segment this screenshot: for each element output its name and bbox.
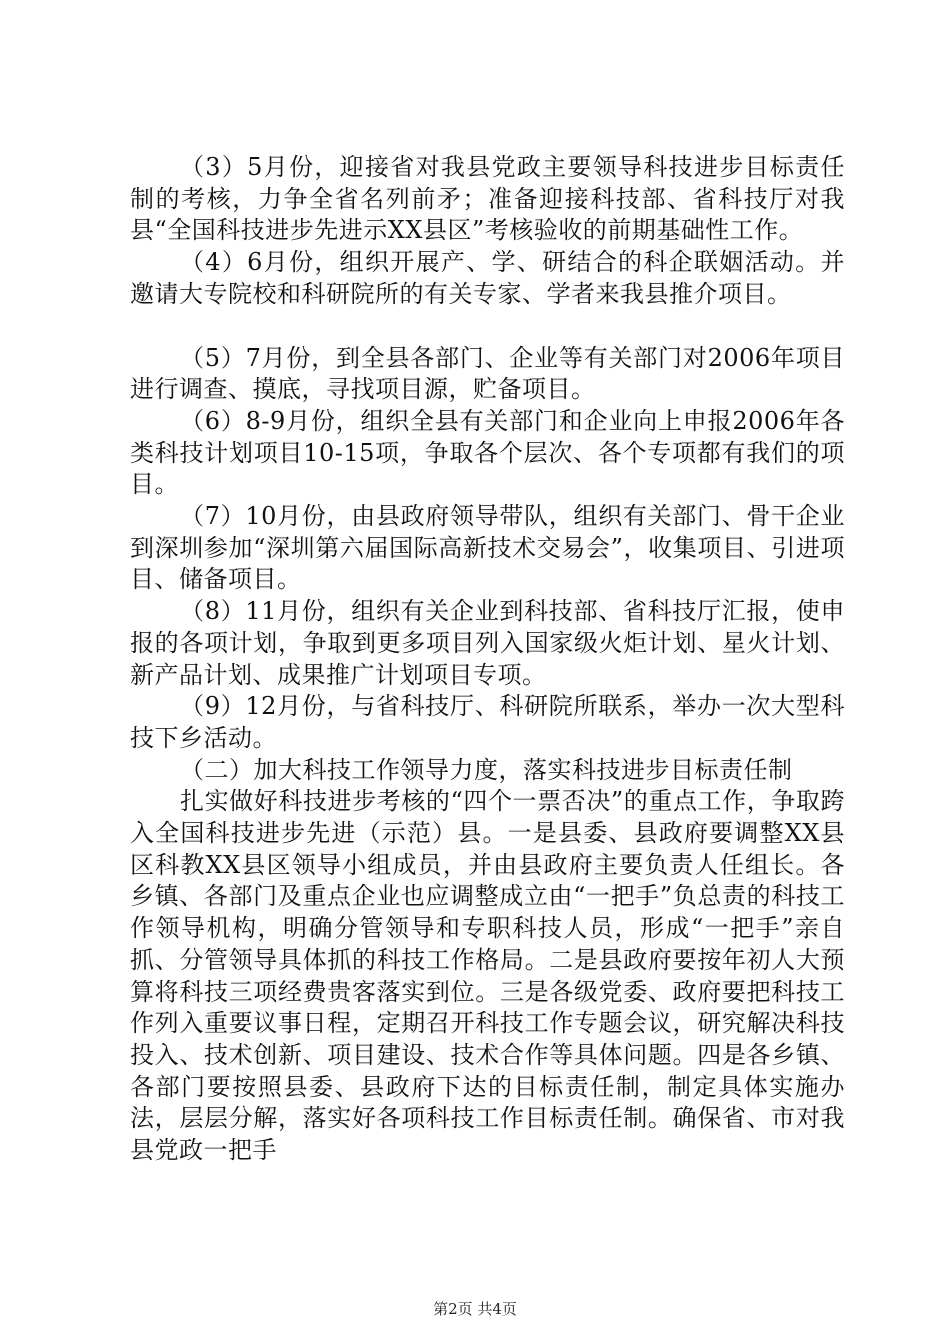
page-number-footer: 第2页 共4页 bbox=[433, 1300, 517, 1318]
paragraph-item-9: （9）12月份，与省科技厅、科研院所联系，举办一次大型科技下乡活动。 bbox=[130, 692, 845, 752]
paragraph-item-8: （8）11月份，组织有关企业到科技部、省科技厅汇报，使申报的各项计划，争取到更多项目列入国家级火炬计划、星火计划、新产品计划、成果推广计划项目专项。 bbox=[130, 597, 845, 689]
paragraph-item-7: （7）10月份，由县政府领导带队，组织有关部门、骨干企业到深圳参加“深圳第六届国际高新技术交易会”，收集项目、引进项目、储备项目。 bbox=[130, 502, 845, 594]
section-heading: （二）加大科技工作领导力度，落实科技进步目标责任制 bbox=[180, 755, 793, 784]
paragraph-item-5: （5）7月份，到全县各部门、企业等有关部门对2006年项目进行调查、摸底，寻找项目源，贮备项目。 bbox=[130, 343, 845, 404]
document-body bbox=[130, 152, 845, 1167]
paragraph-item-4: （4）6月份，组织开展产、学、研结合的科企联姻活动。并邀请大专院校和科研院所的有关专家、学者来我县推介项目。 bbox=[130, 248, 845, 308]
section-body-paragraph: 扎实做好科技进步考核的“四个一票否决”的重点工作，争取跨入全国科技进步先进（示范）县。一是县委、县政府要调整XX县区科教XX县区领导小组成员，并由县政府主要负责人任组长。各乡镇、各部门及重点企业也应调整成立由“一把手”负总责的科技工作领导机构，明确分管领导和专职科技人员，形成“一把手”亲自抓、分管领导具体抓的科技工作格局。二是县政府要按年初人大预算将科技三项经费贵客落实到位。三是各级党委、政府要把科技工作列入重要议事日程，定期召开科技工作专题会议，研究解决科技投入、技术创新、项目建设、技术合作等具体问题。四是各乡镇、各部门要按照县委、县政府下达的目标责任制，制定具体实施办法，层层分解，落实好各项科技工作目标责任制。确保省、市对我县党政一把手 bbox=[130, 787, 845, 1165]
paragraph-item-6: （6）8-9月份，组织全县有关部门和企业向上申报2006年各类科技计划项目10-15项，争取各个层次、各个专项都有我们的项目。 bbox=[130, 406, 845, 499]
paragraph-item-3: （3）5月份，迎接省对我县党政主要领导科技进步目标责任制的考核，力争全省名列前矛；准备迎接科技部、省科技厅对我县“全国科技进步先进示XX县区”考核验收的前期基础性工作。 bbox=[130, 153, 845, 245]
